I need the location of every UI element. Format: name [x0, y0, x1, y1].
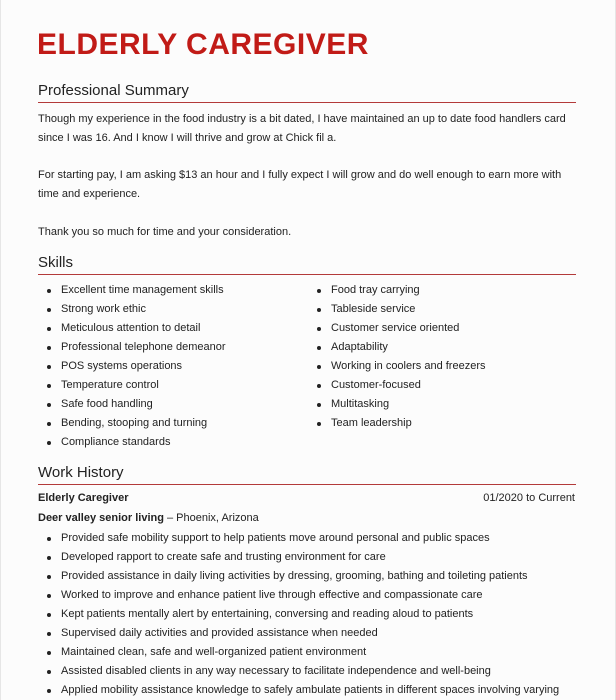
duty-item: Applied mobility assistance knowledge to safely ambulate patients in different spaces involving varying — [38, 681, 559, 700]
skill-item: Working in coolers and freezers — [308, 357, 485, 376]
skill-item: Adaptability — [308, 338, 485, 357]
duty-item: Kept patients mentally alert by entertaining, conversing and reading aloud to patients — [38, 605, 559, 624]
summary-paragraph: Though my experience in the food industry is a bit dated, I have maintained an up to date food handlers card since I was 16. And I know I will thrive and grow at Chick fil a. — [38, 113, 566, 144]
employer-line — [38, 512, 259, 524]
summary-paragraph: For starting pay, I am asking $13 an hour and I fully expect I will grow and do well enough to earn more with time and experience. — [38, 169, 562, 200]
skill-item: Customer-focused — [308, 376, 485, 395]
skill-item: Safe food handling — [38, 395, 226, 414]
skills-list-left — [38, 281, 226, 452]
summary-heading: Professional Summary — [38, 82, 189, 99]
skill-item: Compliance standards — [38, 433, 226, 452]
skills-divider — [38, 274, 576, 275]
summary-divider — [38, 102, 576, 103]
skill-item: Food tray carrying — [308, 281, 485, 300]
duty-item: Worked to improve and enhance patient live through effective and compassionate care — [38, 586, 559, 605]
skill-item: Tableside service — [308, 300, 485, 319]
summary-paragraph: Thank you so much for time and your consideration. — [38, 226, 292, 238]
skill-item: Professional telephone demeanor — [38, 338, 226, 357]
job-title: Elderly Caregiver — [38, 492, 129, 504]
skill-item: Bending, stooping and turning — [38, 414, 226, 433]
duty-item: Developed rapport to create safe and trusting environment for care — [38, 548, 559, 567]
employer-name: Deer valley senior living — [38, 512, 164, 524]
skill-item: Customer service oriented — [308, 319, 485, 338]
work-history-divider — [38, 484, 576, 485]
job-dates: 01/2020 to Current — [483, 492, 575, 504]
duty-item: Assisted disabled clients in any way necessary to facilitate independence and well-being — [38, 662, 559, 681]
job-duties-list — [38, 529, 559, 700]
skill-item: Temperature control — [38, 376, 226, 395]
skill-item: Excellent time management skills — [38, 281, 226, 300]
skills-list-right — [308, 281, 485, 433]
duty-item: Supervised daily activities and provided assistance when needed — [38, 624, 559, 643]
resume-name: ELDERLY CAREGIVER — [37, 28, 369, 61]
duty-item: Provided assistance in daily living activities by dressing, grooming, bathing and toileting patients — [38, 567, 559, 586]
skill-item: Strong work ethic — [38, 300, 226, 319]
duty-item: Maintained clean, safe and well-organized patient environment — [38, 643, 559, 662]
skill-item: Multitasking — [308, 395, 485, 414]
skill-item: POS systems operations — [38, 357, 226, 376]
skill-item: Team leadership — [308, 414, 485, 433]
work-history-heading: Work History — [38, 464, 124, 481]
employer-location: – Phoenix, Arizona — [163, 512, 259, 524]
skill-item: Meticulous attention to detail — [38, 319, 226, 338]
duty-item: Provided safe mobility support to help patients move around personal and public spaces — [38, 529, 559, 548]
skills-heading: Skills — [38, 254, 74, 271]
